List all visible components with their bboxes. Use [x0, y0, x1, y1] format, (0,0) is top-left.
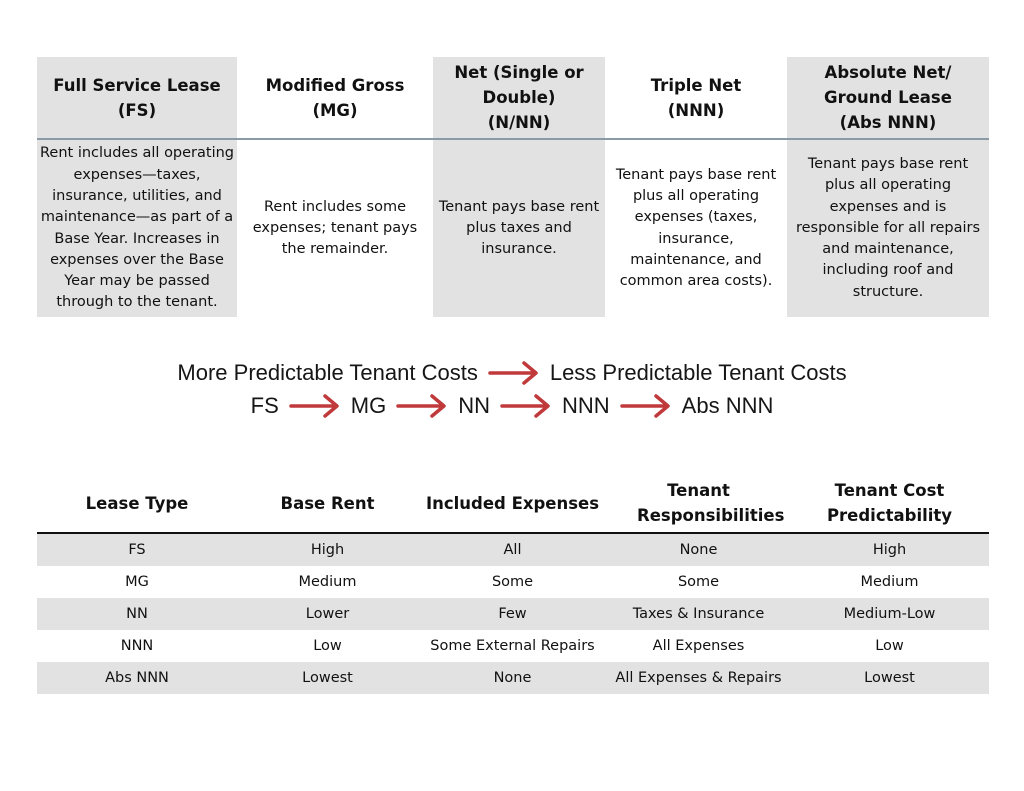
header-absolute-net: Absolute Net/ Ground Lease (Abs NNN) — [787, 57, 989, 140]
cell-lease-type: NN — [37, 598, 237, 630]
cell-base-rent: Lower — [237, 598, 418, 630]
table-row — [37, 533, 989, 566]
cell-base-rent: Lowest — [237, 662, 418, 694]
cell-included-expenses: None — [418, 662, 607, 694]
cell-cost-predictability: Medium-Low — [790, 598, 989, 630]
flow-step-mg: MG — [350, 393, 387, 418]
cell-included-expenses: Some External Repairs — [430, 638, 595, 654]
flow-step-abs-nnn: Abs NNN — [681, 393, 774, 418]
lease-comparison-table — [37, 474, 989, 694]
cell-included-expenses: Few — [418, 598, 607, 630]
cell-base-rent: Medium — [298, 574, 357, 590]
column-header-cost-predictability: Tenant Cost Predictability — [790, 474, 989, 533]
flow-step-fs: FS — [250, 393, 279, 418]
header-triple-net: Triple Net (NNN) — [605, 57, 787, 140]
cell-tenant-responsibilities: All Expenses — [652, 638, 745, 654]
arrow-right-icon — [396, 393, 448, 419]
flow-step-nnn: NNN — [562, 393, 610, 418]
header-full-service: Full Service Lease (FS) — [37, 57, 237, 140]
column-header-lease-type: Lease Type — [37, 474, 237, 533]
cell-cost-predictability: Lowest — [790, 662, 989, 694]
lease-types-table — [37, 57, 989, 317]
description-full-service: Rent includes all operating expenses—taxes, insurance, utilities, and maintenance—as part of a Base Year. Increases in expenses over the Base Year may be passed through to the tenant. — [37, 140, 237, 317]
table-header-row — [37, 474, 989, 533]
less-predictable-label: Less Predictable Tenant Costs — [549, 360, 847, 385]
lease-type-flow — [0, 390, 1024, 422]
cell-lease-type: FS — [37, 533, 237, 566]
column-modified-gross — [237, 57, 433, 317]
arrow-right-icon — [620, 393, 672, 419]
cell-lease-type: Abs NNN — [37, 662, 237, 694]
arrow-right-icon — [500, 393, 552, 419]
column-header-tenant-responsibilities: Tenant Responsibilities — [607, 474, 790, 533]
description-modified-gross: Rent includes some expenses; tenant pays the remainder. — [252, 198, 418, 258]
cell-base-rent: Low — [313, 638, 342, 654]
cell-cost-predictability: Medium — [860, 574, 919, 590]
cell-tenant-responsibilities: All Expenses & Repairs — [607, 662, 790, 694]
column-absolute-net — [787, 57, 989, 317]
table-row — [37, 566, 989, 598]
cell-cost-predictability: High — [790, 533, 989, 566]
cell-tenant-responsibilities: Some — [677, 574, 720, 590]
cell-lease-type: MG — [125, 574, 149, 590]
flow-step-nn: NN — [458, 393, 490, 418]
more-predictable-label: More Predictable Tenant Costs — [177, 360, 478, 385]
description-triple-net: Tenant pays base rent plus all operating expenses (taxes, insurance, maintenance, and common area costs). — [615, 166, 777, 290]
table-row — [37, 598, 989, 630]
cell-lease-type: NNN — [120, 638, 154, 654]
description-net: Tenant pays base rent plus taxes and insurance. — [433, 140, 605, 317]
description-absolute-net: Tenant pays base rent plus all operating expenses and is responsible for all repairs and maintenance, including roof and structure. — [787, 140, 989, 317]
header-modified-gross: Modified Gross (MG) — [237, 57, 433, 140]
cell-tenant-responsibilities: Taxes & Insurance — [607, 598, 790, 630]
cell-included-expenses: All — [418, 533, 607, 566]
column-net — [433, 57, 605, 317]
cell-base-rent: High — [237, 533, 418, 566]
column-full-service — [37, 57, 237, 317]
cell-included-expenses: Some — [491, 574, 534, 590]
table-row — [37, 630, 989, 662]
column-header-base-rent: Base Rent — [237, 474, 418, 533]
column-header-included-expenses: Included Expenses — [418, 474, 607, 533]
table-row — [37, 662, 989, 694]
predictability-flow — [0, 357, 1024, 389]
cell-tenant-responsibilities: None — [607, 533, 790, 566]
cell-cost-predictability: Low — [875, 638, 904, 654]
header-net: Net (Single or Double) (N/NN) — [433, 57, 605, 140]
arrow-right-icon — [488, 360, 540, 386]
arrow-right-icon — [289, 393, 341, 419]
column-triple-net — [605, 57, 787, 317]
